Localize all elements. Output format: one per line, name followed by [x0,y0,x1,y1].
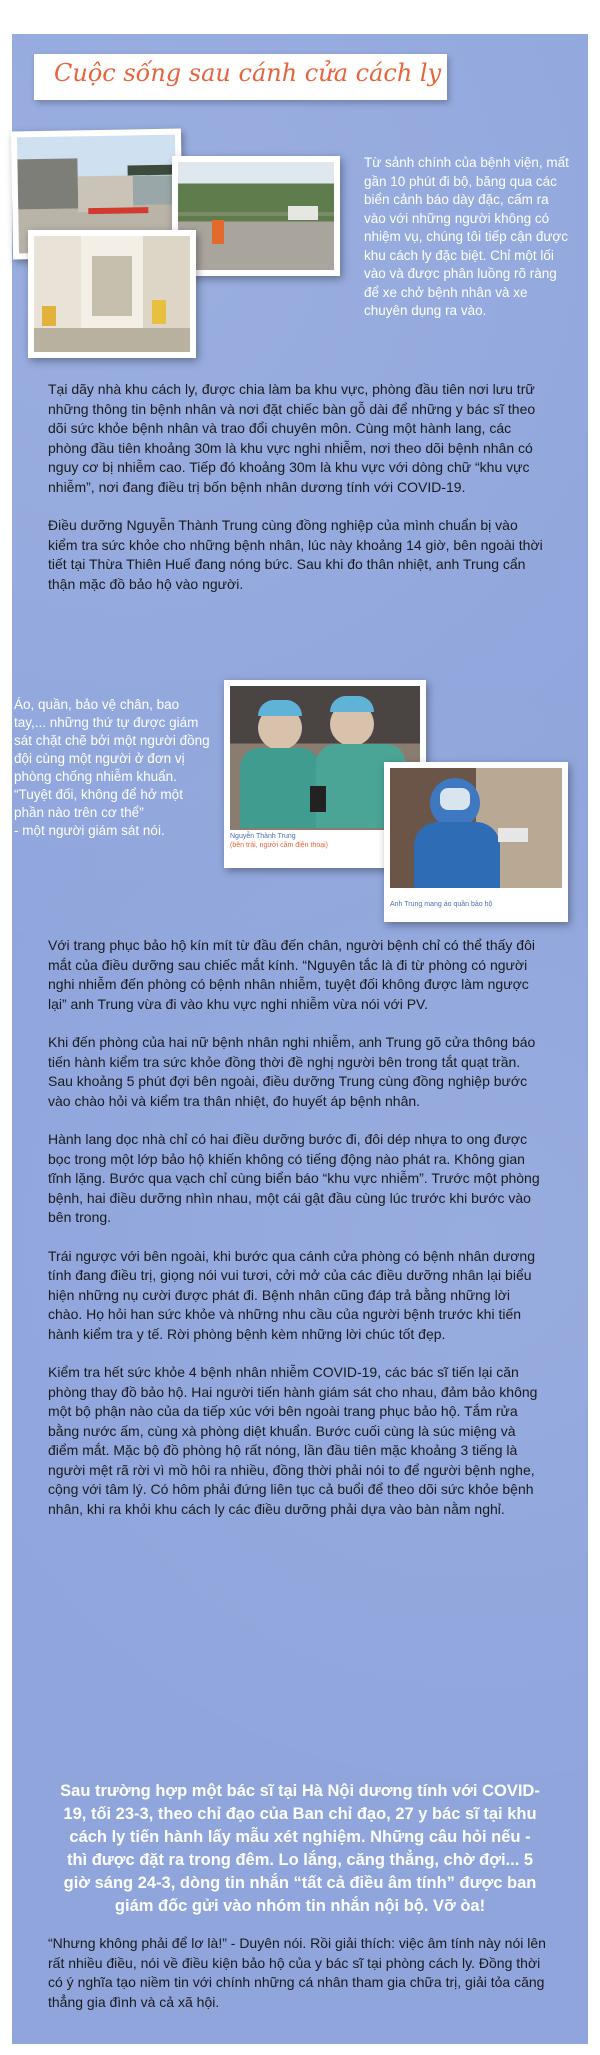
title-banner [34,54,447,100]
paragraph: Hành lang dọc nhà chỉ có hai điều dưỡng bước đi, đôi dép nhựa to ong được bọc trong một lớp bảo hộ khiến không có tiếng động nào phát ra. Không gian tĩnh lặng. Bước qua vạch chỉ cùng biển báo “khu vực nhiễm”. Trước một phòng bệnh, hai điều dưỡng nhìn nhau, một cái gật đầu cùng lúc trước khi bước vào bên trong. [48,1131,540,1225]
photo-protective-suit [384,762,568,922]
body-section-b [48,936,548,1538]
body-section-a [48,380,548,613]
paragraph: Tại dãy nhà khu cách ly, được chia làm ba khu vực, phòng đầu tiên nơi lưu trữ những thông tin bệnh nhân và nơi đặt chiếc bàn gỗ dài để những y bác sĩ theo dõi sức khỏe bệnh nhân và trao đổi chuyên môn. Cùng một hành lang, các phòng đầu tiên khoảng 30m là khu vực nghi nhiễm, nơi theo dõi bệnh nhân có nguy cơ bị nhiễm cao. Tiếp đó khoảng 30m là khu vực với dòng chữ “khu vực nhiễm”, nơi đang điều trị bốn bệnh nhân dương tính với COVID-19. [48,381,536,495]
paragraph: Trái ngược với bên ngoài, khi bước qua cánh cửa phòng có bệnh nhân dương tính đang điều trị, giọng nói vui tươi, cởi mở của các điều dưỡng nhân lại biểu hiện những nụ cười được phát đi. Bệnh nhân cũng đáp trả bằng những lời chào. Họ hỏi han sức khỏe và những nhu cầu của người bệnh trước khi tiến hành kiểm tra y tế. Rời phòng bệnh kèm những lời chúc tốt đẹp. [48,1247,535,1342]
closing-paragraph: “Nhưng không phải để lơ là!” - Duyên nói. Rồi giải thích: việc âm tính này nói lên rất nhiều điều, nói về điều kiện bảo hộ của y bác sĩ tại phòng cách ly. Đồng thời có ý nghĩa tạo niềm tin với chính những cá nhân tham gia chữa trị, giải tỏa căng thẳng gia đình và cả xã hội. [48,1935,546,2010]
photo-caption-detail: (bên trái, người cầm điện thoại) [230,842,328,849]
paragraph: Khi đến phòng của hai nữ bệnh nhân nghi nhiễm, anh Trung gõ cửa thông báo tiến hành kiểm tra sức khỏe đồng thời đề nghị người bên trong tắt quạt trần. Sau khoảng 5 phút đợi bên ngoài, điều dưỡng Trung cùng đồng nghiệp bước vào chào hỏi và kiểm tra thân nhiệt, đo huyết áp bệnh nhân. [48,1034,536,1109]
photo-caption-name: Nguyễn Thành Trung [230,833,296,840]
photo-road [172,156,340,276]
paragraph: Kiểm tra hết sức khỏe 4 bệnh nhân nhiễm COVID-19, các bác sĩ tiến lại căn phòng thay đồ bảo hộ. Hai người tiến hành giám sát cho nhau, đảm bảo không một bộ phận nào của da tiếp xúc với bên ngoài trang phục bảo hộ. Tắm rửa bằng nước ấm, cùng xà phòng diệt khuẩn. Bước cuối cùng là súc miệng và điểm mắt. Mặc bộ đồ phòng hộ rất nóng, lần đầu tiên mặc khoảng 3 tiếng là người mệt rã rời vì mồ hôi ra nhiều, đồng thời phải nói to để người bệnh nghe, cộng với tâm lý. Có hôm phải đứng liên tục cả buổi để theo dõi sức khỏe bệnh nhân, khi ra khỏi khu cách ly các điều dưỡng phải dựa vào bàn nằm nghỉ. [48,1364,538,1517]
intro-text: Từ sảnh chính của bệnh viện, mất gần 10 phút đi bộ, băng qua các biển cảnh báo dày đặc, cấm ra vào với những người không có nhiệm vụ, chúng tôi tiếp cận được khu cách ly đặc biệt. Chỉ một lối vào và được phân luồng rõ ràng để xe chở bệnh nhân và xe chuyên dụng ra vào. [364,155,569,318]
highlight-quote: Sau trường hợp một bác sĩ tại Hà Nội dương tính với COVID-19, tối 23-3, theo chỉ đạo của Ban chỉ đạo, 27 y bác sĩ tại khu cách ly tiến hành lấy mẫu xét nghiệm. Những câu hỏi nếu - thì được đặt ra trong đêm. Lo lắng, căng thẳng, chờ đợi... 5 giờ sáng 24-3, dòng tin nhắn “tất cả điều âm tính” được ban giám đốc gửi vào nhóm tin nhắn nội bộ. Vỡ òa! [60,1782,540,1915]
paragraph: Điều dưỡng Nguyễn Thành Trung cùng đồng nghiệp của mình chuẩn bị vào kiểm tra sức khỏe cho những bệnh nhân, lúc này khoảng 14 giờ, bên ngoài thời tiết tại Thừa Thiên Huế đang nóng bức. Sau khi đo thân nhiệt, anh Trung cẩn thận mặc đồ bảo hộ vào người. [48,517,543,592]
article-title: Cuộc sống sau cánh cửa cách ly [54,59,442,87]
photo-corridor [28,230,196,358]
paragraph: Với trang phục bảo hộ kín mít từ đầu đến chân, người bệnh chỉ có thể thấy đôi mắt của điều dưỡng sau chiếc mắt kính. “Nguyên tắc là đi từ phòng có người nghi nhiễm đến phòng có bệnh nhân nhiễm, tuyệt đối không được làm ngược lại” anh Trung vừa đi vào khu vực nghi nhiễm vừa nói với PV. [48,937,535,1012]
article-page [12,34,588,2044]
photo-caption: Anh Trung mang áo quần bảo hộ [390,901,493,908]
side-quote: Áo, quần, bảo vệ chân, bao tay,... những thứ tự được giám sát chặt chẽ bởi một người đồng đội cùng một người ở đơn vị phòng chống nhiễm khuẩn. “Tuyệt đối, không để hở một phần nào trên cơ thể” - một người giám sát nói. [14,697,210,838]
